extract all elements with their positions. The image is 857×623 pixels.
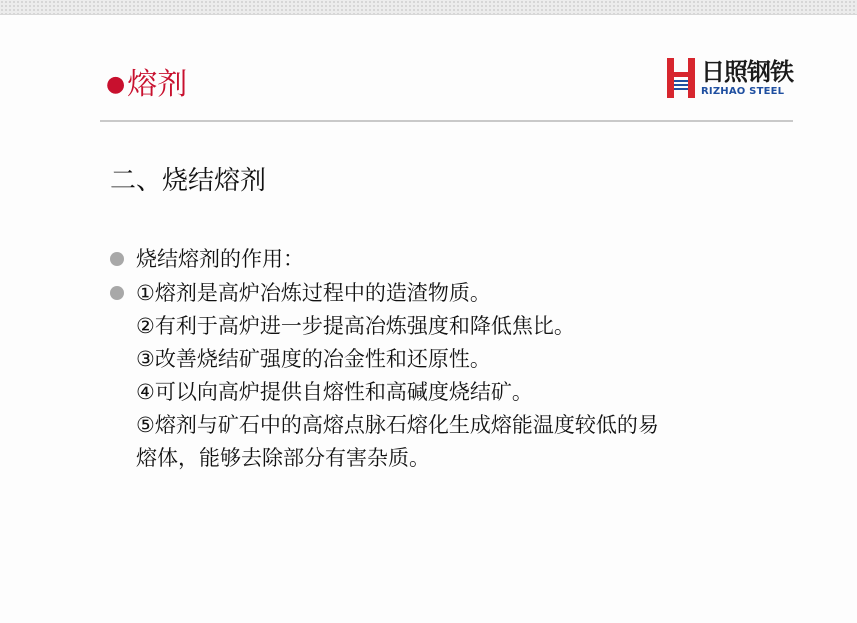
bullet-text: ②有利于高炉进一步提高冶炼强度和降低焦比。	[136, 314, 575, 338]
rizhao-h-mark-icon	[667, 58, 697, 98]
bullet-text: ①熔剂是高炉冶炼过程中的造渣物质。	[136, 281, 491, 305]
bullet-item	[110, 243, 760, 276]
bullet-text: 熔体，能够去除部分有害杂质。	[136, 446, 430, 470]
section-heading: 二、烧结熔剂	[110, 166, 267, 196]
bullet-dot-icon	[110, 286, 124, 300]
viewer-toolbar-strip	[0, 0, 857, 14]
bullet-text: ③改善烧结矿强度的冶金性和还原性。	[136, 347, 491, 371]
title-bullet-icon: ●	[106, 72, 126, 97]
slide-title-text: 熔剂	[127, 67, 188, 102]
title-divider	[100, 120, 793, 122]
slide-canvas	[0, 14, 857, 623]
slide-title	[106, 67, 187, 103]
bullet-text: ④可以向高炉提供自熔性和高碱度烧结矿。	[136, 380, 533, 404]
bullet-dot-icon	[110, 252, 124, 266]
company-logo	[667, 58, 793, 98]
logo-chinese-name: 日照钢铁	[701, 58, 793, 86]
bullet-text: 烧结熔剂的作用：	[136, 247, 304, 271]
bullet-list	[110, 243, 760, 476]
logo-english-name: RIZHAO STEEL	[701, 86, 785, 97]
bullet-item	[110, 277, 760, 475]
bullet-text: ⑤熔剂与矿石中的高熔点脉石熔化生成熔能温度较低的易	[136, 413, 659, 437]
